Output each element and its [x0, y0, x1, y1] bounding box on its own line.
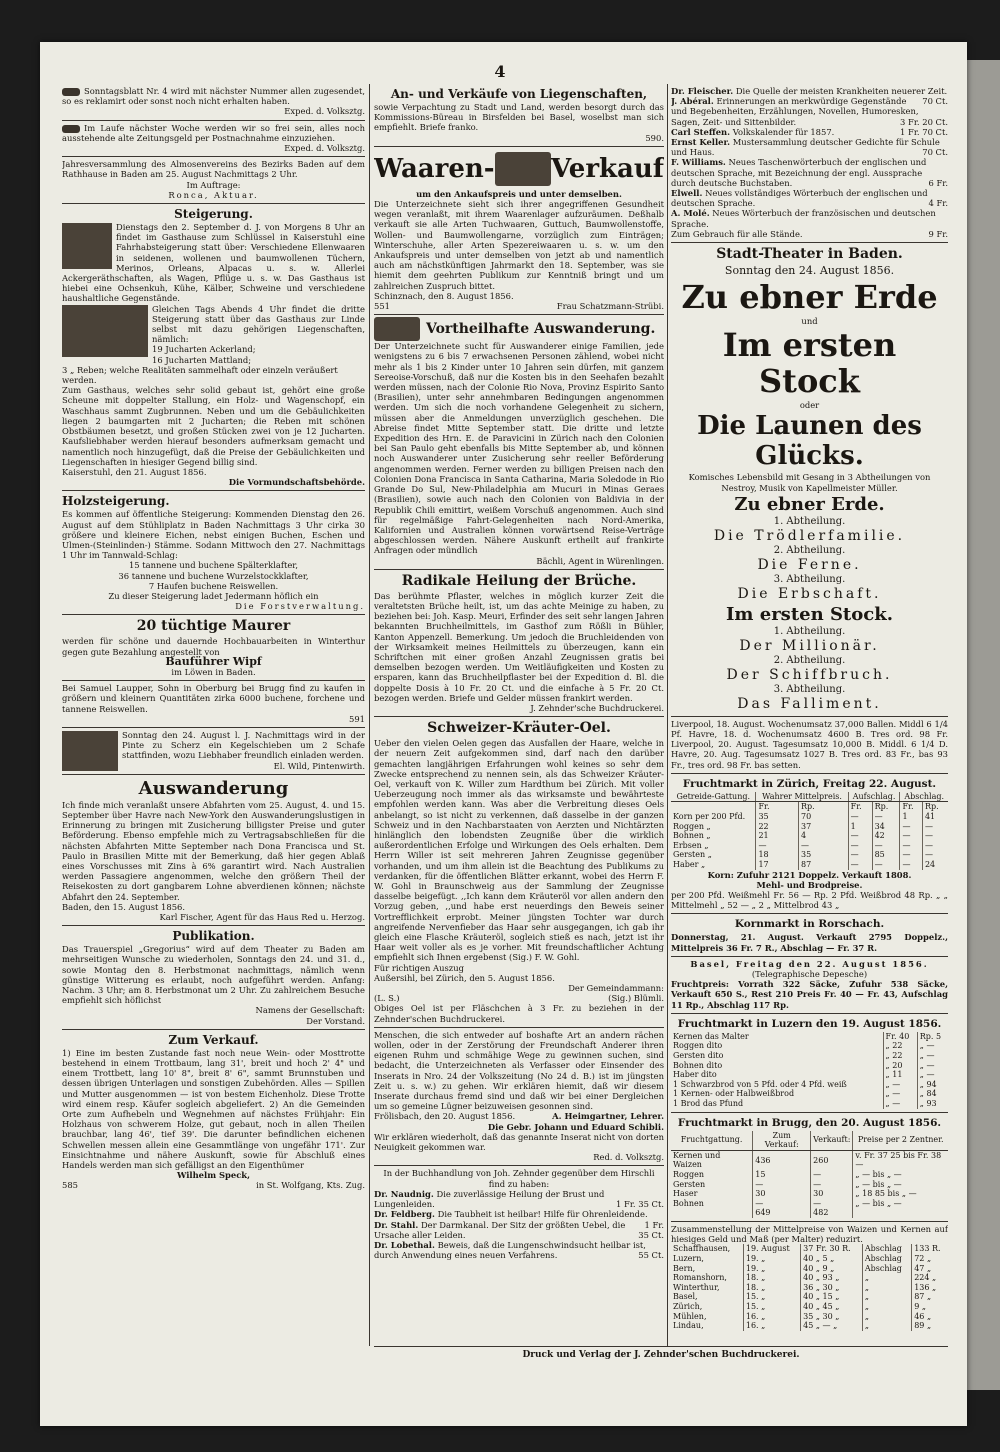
table-row: Erbsen „ — — — — — — — [671, 841, 948, 851]
book-item: F. Williams. Neues Taschenwörterbuch der englischen und deutschen Sprache, mit Bezeichnung der engl. Aussprache durch deutsche Buchstaben. 6 Fr. — [671, 157, 948, 188]
table-row: Bohnen — — „ — bis „ — — [671, 1199, 948, 1209]
market-zurich: Fruchtmarkt in Zürich, Freitag 22. August. Getreide-Gattung. Wahrer Mittelpreis. Aufschlag. Abschlag. Fr. Rp. Fr. Rp. Fr. Rp. Korn per 200 Pfd. 35 70 — — 1 41 Roggen „ 22 37 1 34 — — Bohnen „ 21 4 — 42 — — Erbsen „ — — — — — — Gersten „ 18 35 — 85 — — Haber „ 17 87 — — — 24 Korn: Zufuhr 2121 Doppelz. Verkauft 1808. Mehl- und Brodpreise. per 200 Pfd. Weißmehl Fr. 56 — Rp. 2 Pfd. Weißbrod 48 Rp. „ „ Mittelmehl „ 52 — „ 2 „ Mittelbrod 43 „ — [671, 774, 948, 915]
column-2 — [374, 84, 664, 1346]
table-row: Schaffhausen, 19. August 37 Fr. 30 R. Abschlag 133 R. — [671, 1244, 948, 1254]
table-row: Zürich, 15. „ 40 „ 45 „ „ 9 „ — [671, 1302, 948, 1312]
notice-sonntagsblatt: Sonntagsblatt Nr. 4 wird mit nächster Nummer allen zugesendet, so es reklamirt oder sonst noch nicht erhalten haben. Exped. d. Volksztg. — [62, 84, 365, 121]
book-item: J. Abéral. Erinnerungen an merkwürdige Gegenstände und Begebenheiten, Erzählungen, Novellen, Humoresken, Sagen, Zeit- und Sittenbilder. 3 Fr. 20 Ct. — [671, 96, 948, 127]
book-item: Ernst Keller. Mustersammlung deutscher Gedichte für Schule und Haus. 70 Ct. — [671, 137, 948, 158]
column-rule-2 — [667, 84, 668, 1346]
ad-buchhandlung: In der Buchhandlung von Joh. Zehnder gegenüber dem Hirschli find zu haben: Dr. Naudnig. Die zuverlässige Heilung der Brust und Lungenleiden. 1 Fr. 35 Ct. Dr. Feldberg. Die Taubheit ist heilbar! Hilfe für Ohrenleidende. 1 Fr. Dr. Stahl. Der Darmkanal. Der Sitz der größten Uebel, die Ursache aller Leiden. 35 Ct. Dr. Lobethal. Beweis, daß die Lungenschwindsucht heilbar ist, durch Anwendung eines neuen Verfahrens. 55 Ct. — [374, 1168, 664, 1261]
merchants-illustration — [495, 152, 551, 186]
cotton-markets: Liverpool, 18. August. Wochenumsatz 37,000 Ballen. Middl 6 1/4 Pf. Havre, 18. d. Wochenumsatz 4600 B. Tres ord. 98 Fr. Liverpool, 20. August. Tagesumsatz 10,000 B. Middl. 6 1/4 D. Havre, 20. Aug. Tagesumsatz 1027 B. Tres ord. 83 Fr., bas 93 Fr., tres ord. 98 Fr. bas setten. — [671, 717, 948, 774]
book-list-continued — [671, 84, 948, 243]
brugg-price-table: Fruchtgattung. Zum Verkauf: Verkauft: Preise per 2 Zentner. Kernen und Waizen 436 260 v. Fr. 37 25 bis Fr. 38 — Roggen 15 — „ — bis „ — Gersten — — „ — bis „ — Haser 30 30 „ 18 85 bis „ — Bohnen — — „ — bis „ — 649 482 — [671, 1131, 948, 1218]
market-brugg: Fruchtmarkt in Brugg, den 20. August 1856. Fruchtgattung. Zum Verkauf: Verkauft: Preise per 2 Zentner. Kernen und Waizen 436 260 v. Fr. 37 25 bis Fr. 38 — Roggen 15 — „ — bis „ — Gersten — — „ — bis „ — Haser 30 30 „ 18 85 bis „ — Bohnen — — „ — bis „ — 649 482 — [671, 1113, 948, 1222]
ad-holzsteigerung: Holzsteigerung. Es kommen auf öffentliche Steigerung: Kommenden Dienstag den 26. August auf dem Stühliplatz in Baden Nachmittags 3 Uhr cirka 30 größere und kleinere Eichen, nebst einigen Buchen, Eschen und Ulmen-(Steinlinden-) Stämme. Sodann Mittwoch den 27. Nachmittags 1 Uhr im Tannwald-Schlag: 15 tannene und buchene Spälterklafter, 36 tannene und buchene Wurzelstockklafter, 7 Haufen buchene Reiswellen. Zu dieser Steigerung ladet Jedermann höflich ein Die Forstverwaltung. — [62, 491, 365, 615]
ad-steigerung: Steigerung. Dienstags den 2. September d. J. von Morgens 8 Uhr an findet im Gasthause zum Schlüssel in Kaiserstuhl eine Fahrhabsteigerung statt über: Verschiedene Ellenwaaren in seidenen, wollenen und baumwollenen Tüchern, Merinos, Orleans, Alpacas u. s. w. Allerlei Ackergeräthschaften, als Wagen, Pflüge u. s. w. Das Gasthaus ist hiebei eine Ochsenkuh, Kühe, Kälber, Schweine und verschiedene haushaltliche Gegenstände. Gleichen Tags Abends 4 Uhr findet die dritte Steigerung statt über das Gasthaus zur Linde selbst mit dazu gehörigen Liegenschaften, nämlich: 19 Jucharten Ackerland; 16 Jucharten Mattland; 3 „ Reben; welche Realitäten sammelhaft oder einzeln veräußert werden. Zum Gasthaus, welches sehr solid gebaut ist, gehört eine große Scheune mit doppelter Stallung, ein Holz- und Wagenschopf, ein Waschhaus sammt Zugbrunnen. Neben und um die Gebäulichkeiten liegen 2 baumgarten mit 2 Jucharten; die Reben mit schönen Obstbäumen besetzt, und großen Stücken zwei von je 12 Jucharten. Kaufsliebhaber werden hierauf besonders aufmerksam gemacht und namentlich noch hinzugefügt, daß die Preise der Gebäulichkeiten und Liegenschaften in hiesiger Gegend billig sind. Kaiserstuhl, den 21. August 1856. Die Vormundschaftsbehörde. — [62, 204, 365, 491]
page-number: 4 — [494, 62, 506, 81]
ad-auswanderung: Auswanderung Ich finde mich veranlaßt unsere Abfahrten vom 25. August, 4. und 15. September über Havre nach New-York den Auswanderungslustigen in Erinnerung zu bringen mit Zusicherung billigster Preise und guter Beförderung. Ebenso empfehle mich zu Vertragsabschließen für die nächsten Abfahrten Mitte September nach Dona Francisca und St. Paulo in Brasilien Mitte mit der Bemerkung, daß hier gegen Ablaß eines Vorschusses mit Zins à 6% garantirt wird. Nach Australien werden Passagiere angenommen, welche den größern Theil der Reisekosten zu dort gangbarem Lohne abverdienen können; nächste Abfahrt den 24. September. Baden, den 15. August 1856. Karl Fischer, Agent für das Haus Red u. Herzog. — [62, 775, 365, 926]
book-item: Dr. Stahl. Der Darmkanal. Der Sitz der größten Uebel, die Ursache aller Leiden. 35 Ct. — [374, 1219, 664, 1240]
market-basel: Basel, Freitag den 22. August 1856. (Telegraphische Depesche) Fruchtpreis: Vorrath 322 Säcke, Zufuhr 538 Säcke, Verkauft 650 S., Rest 210 Preis Fr. 40 — Fr. 43, Aufschlag 11 Rp., Abschlag 117 Rp. — [671, 957, 948, 1014]
book-item: Carl Steffen. Volkskalender für 1857. 1 Fr. 70 Ct. — [671, 126, 948, 137]
table-row: Mühlen, 16. „ 35 „ 30 „ „ 46 „ — [671, 1312, 948, 1322]
table-row: Korn per 200 Pfd. 35 70 — — 1 41 — [671, 812, 948, 822]
imprint-footer: Druck und Verlag der J. Zehnder'schen Buchdruckerei. — [374, 1346, 948, 1360]
table-row: Gersten — — „ — bis „ — — [671, 1180, 948, 1190]
book-item: Dr. Lobethal. Beweis, daß die Lungenschwindsucht heilbar ist, durch Anwendung eines neuen Verfahrens. 55 Ct. — [374, 1239, 664, 1261]
book-item: Dr. Feldberg. Die Taubheit ist heilbar! Hilfe für Ohrenleidende. 1 Fr. — [374, 1209, 664, 1230]
zurich-price-table: Getreide-Gattung. Wahrer Mittelpreis. Aufschlag. Abschlag. Fr. Rp. Fr. Rp. Fr. Rp. Korn per 200 Pfd. 35 70 — — 1 41 Roggen „ 22 37 1 34 — — Bohnen „ 21 4 — 42 — — Erbsen „ — — — — — — Gersten „ 18 35 — 85 — — Haber „ 17 87 — — — 24 — [671, 792, 948, 870]
ad-liegenschaften: An- und Verkäufe von Liegenschaften, sowie Verpachtung zu Stadt und Land, werden besorgt durch das Kommissions-Büreau in Birsfelden bei Basel, woselbst man sich empfiehlt. Briefe franko. 590. — [374, 84, 664, 147]
table-row: Romanshorn, 18. „ 40 „ 93 „ „ 224 „ — [671, 1273, 948, 1283]
ad-stadt-theater: Stadt-Theater in Baden. Sonntag den 24. August 1856. Zu ebner Erde und Im ersten Stock oder Die Launen des Glücks. Komisches Lebensbild mit Gesang in 3 Abtheilungen von Nestroy, Musik von Kapellmeister Müller. Zu ebner Erde. 1. Abtheilung. Die Trödlerfamilie. 2. Abtheilung. Die Ferne. 3. Abtheilung. Die Erbschaft. Im ersten Stock. 1. Abtheilung. Der Millionär. 2. Abtheilung. Der Schiffbruch. 3. Abtheilung. Das Falliment. — [671, 243, 948, 717]
ad-radikale-heilung: Radikale Heilung der Brüche. Das berühmte Pflaster, welches in möglich kurzer Zeit die veraltetsten Brüche heilt, ist, um das achte Meinige zu haben, zu beziehen bei: Joh. Kasp. Meuri, Erfinder des seit sehr langen Jahren bekannten Bruchheilmittels, im Gasthof zum Rößli in Bühler, Kanton Appenzell. Bemerkung. Um jedoch die Bruchleidenden von der Wirksamkeit meines Heilmittels zu überzeugen, kann ein Schriftchen mit einer großen Anzahl Zeugnissen gratis bei demselben bezogen werden. Um Weitläufigkeiten und Kosten zu ersparen, kann das Bruchheilpflaster bei der Expedition d. Bl. die doppelte Dosis à 10 Fr. 20 Ct. und die einfache à 5 Fr. 20 Ct. bezogen werden. Briefe und Gelder müssen frankirt werden. J. Zehnder'sche Buchdruckerei. — [374, 570, 664, 717]
ad-publikation: Publikation. Das Trauerspiel „Gregorius“ wird auf dem Theater zu Baden am mehrseitigen Wunsche zu wiederholen, Sonntags den 24. und 31. d., sowie Montag den 8. Herbstmonat nachmittags, nämlich wenn günstige Witterung es erlaubt, noch aufgeführt werden. Anfang: Nachm. 3 Uhr; am 8. Herbstmonat um 2 Uhr. Zu zahlreichem Besuche empfiehlt sich höflichst Namens der Gesellschaft: Der Vorstand. — [62, 926, 365, 1030]
auction-illustration — [62, 223, 112, 269]
market-rorschach: Kornmarkt in Rorschach. Donnerstag, 21. August. Verkauft 2795 Doppelz., Mittelpreis 36 Fr. 7 R., Abschlag — Fr. 37 R. — [671, 914, 948, 956]
table-row: Kernen das Malter Fr. 40 Rp. 5 — [671, 1032, 948, 1042]
page-edge — [967, 60, 1000, 1390]
ad-kegelschieben: Sonntag den 24. August l. J. Nachmittags wird in der Pinte zu Scherz ein Kegelschieben um 2 Schafe stattfinden, wozu Liebhaber freundlich einladen werden. El. Wild, Pintenwirth. — [62, 728, 365, 775]
notice-almosenverein: Jahresversammlung des Almosenvereins des Bezirks Baden auf dem Rathhause in Baden am 25. August Nachmittags 2 Uhr. Im Auftrage: Ronca, Aktuar. — [62, 157, 365, 204]
table-row: Bohnen „ 21 4 — 42 — — — [671, 831, 948, 841]
table-row: Winterthur, 18. „ 36 „ 30 „ „ 136 „ — [671, 1283, 948, 1293]
ad-laupper: Bei Samuel Laupper, Sohn in Oberburg bei Brugg find zu kaufen in größern und kleinern Quantitäten zirka 6000 buchene, forchene und tannene Reiswellen. 591 — [62, 681, 365, 728]
table-row: Gersten „ 18 35 — 85 — — — [671, 850, 948, 860]
table-row: 1 Kernen- oder Halbweißbrod „ — „ 84 — [671, 1089, 948, 1099]
book-item: Elwell. Neues vollständiges Wörterbuch der englischen und deutschen Sprache. 4 Fr. — [671, 188, 948, 209]
book-item: Dr. Naudnig. Die zuverlässige Heilung der Brust und Lungenleiden. 1 Fr. 35 Ct. — [374, 1188, 664, 1210]
table-row: Kernen und Waizen 436 260 v. Fr. 37 25 bis Fr. 38 — — [671, 1150, 948, 1170]
mittelpreise: Zusammenstellung der Mittelpreise von Waizen und Kernen auf hiesiges Geld und Maß (per Malter) reduzirt. Schaffhausen, 19. August 37 Fr. 30 R. Abschlag 133 R. Luzern, 19. „ 40 „ 5 „ Abschlag 72 „ Bern, 19. „ 40 „ 9 „ Abschlag 47 „ Romanshorn, 18. „ 40 „ 93 „ „ 224 „ Winterthur, 18. „ 36 „ 30 „ „ 136 „ Basel, 15. „ 40 „ 15 „ „ 87 „ Zürich, 15. „ 40 „ 45 „ „ 9 „ Mühlen, 16. „ 35 „ 30 „ „ 46 „ Lindau, 16. „ 45 „ — „ „ 89 „ — [671, 1223, 948, 1331]
market-luzern: Fruchtmarkt in Luzern den 19. August 1856. Kernen das Malter Fr. 40 Rp. 5 Roggen dito „ 22 „ — Gersten dito „ 22 „ — Bohnen dito „ 20 „ — Haber dito „ 11 „ — 1 Schwarzbrod von 5 Pfd. oder 4 Pfd. weiß „ — „ 94 1 Kernen- oder Halbweißbrod „ — „ 84 1 Brod das Pfund „ — „ 93 — [671, 1014, 948, 1113]
table-row: 1 Schwarzbrod von 5 Pfd. oder 4 Pfd. weiß „ — „ 94 — [671, 1080, 948, 1090]
column-3 — [671, 84, 948, 1346]
column-1 — [62, 84, 365, 1346]
table-row: Basel, 15. „ 40 „ 15 „ „ 87 „ — [671, 1292, 948, 1302]
table-row: Bern, 19. „ 40 „ 9 „ Abschlag 47 „ — [671, 1264, 948, 1274]
ad-title: Steigerung. — [174, 207, 253, 222]
pointing-hand-icon — [62, 125, 80, 133]
table-row: 1 Brod das Pfund „ — „ 93 — [671, 1099, 948, 1109]
ad-waaren-verkauf: Waaren- Verkauf um den Ankaufspreis und unter demselben. Die Unterzeichnete sieht sich ihrer angegriffenen Gesundheit wegen veranlaßt, mit ihrem Waarenlager aufzuräumen. Deßhalb verkauft sie alle Arten Tuchwaaren, Guttuch, Baumwollenstoffe, Wollen- und Baumwollengarne, vorzüglich zum Einträgen; Winterschuhe, aller Arten Spezereiwaaren u. s. w. um den Ankaufspreis und unter demselben von jetzt ab und namentlich auch am nächstkünftigen Jahrmarkt den 18. September, was sie hiemit dem geehrten Publikum zur Kenntniß bringt und um zahlreichen Zuspruch bittet. Schinznach, den 8. August 1856. 551 Frau Schatzmann-Strübi. — [374, 147, 664, 315]
luzern-price-table — [671, 1032, 948, 1109]
ship-illustration — [374, 317, 420, 341]
table-row: Haber dito „ 11 „ — — [671, 1070, 948, 1080]
table-row: Roggen „ 22 37 1 34 — — — [671, 822, 948, 832]
inn-building-illustration — [62, 305, 148, 357]
table-row: Lindau, 16. „ 45 „ — „ „ 89 „ — [671, 1321, 948, 1331]
notice-zeitungsgeld: Im Laufe nächster Woche werden wir so frei sein, alles noch ausstehende alte Zeitungsgeld per Postnachnahme einzuziehen. Exped. d. Volksztg. — [62, 121, 365, 158]
column-rule-1 — [369, 84, 370, 1346]
table-row: Bohnen dito „ 20 „ — — [671, 1061, 948, 1071]
ad-vortheilhafte-auswanderung: Vortheilhafte Auswanderung. Der Unterzeichnete sucht für Auswanderer einige Familien, jede wenigstens zu 6 bis 7 erwachsenen Personen zählend, wobei nicht mehr als 1 bis 2 Kinder unter 10 Jahren sein dürfen, mit ganzem Sereoise-Vorschuß, daß nur die Kosten bis in den Seehafen bezahlt werden müssen, nach der Colonie Rio Nova, Provinz Espirito Santo (Brasilien), unter sehr annehmbaren Bedingungen angenommen werden. Um sich die noch vorhandene Gelegenheit zu sichern, müssen aber die Anmeldungen unverzüglich geschehen. Die Abreise findet Mitte September statt. Die dritte und letzte Expedition des Hrn. E. de Paravicini in Zürich nach den Colonien bei San Paulo geht ebenfalls bis Mitte September ab, und können noch Auswanderer unter Zusicherung sehr reeller Beförderung angenommen werden. Ferner werden zu billigen Preisen nach den Colonien Dona Francisca in Santa Catharina, Maria Soledode in Rio Grande Do Sul, New-Philadelphia am Mucuri in Minas Geraes (Brasilien), sowie auch nach den Colonien von Baldivia in der Republik Chili emittirt, weißem Vorschuß angenommen. Auch sind für regelmäßige Fahrt-Gelegenheiten nach Nord-Amerika, Kalifornien und Australien können vorwärtsend Reise-Verträge abgeschlossen werden. Nähere Auskunft ertheilt auf frankirte Anfragen oder mündlich Bächli, Agent in Würenlingen. — [374, 315, 664, 569]
table-row: Roggen dito „ 22 „ — — [671, 1041, 948, 1051]
book-item: Zum Gebrauch für alle Stände. 9 Fr. — [671, 228, 948, 239]
ad-kraeuter-oel: Schweizer-Kräuter-Oel. Ueber den vielen Oelen gegen das Ausfallen der Haare, welche in der neuern Zeit aufgekommen sind, darf nach den darüber gemachten langjährigen Erfahrungen wohl keines so sehr dem Zwecke entsprechend zu nennen sein, als das Schweizer Kräuter-Oel, verkauft von K. Willer zum Hardthum bei Zürich. Mit voller Ueberzeugung noch immer als das wirksamste und bewährteste empfohlen werden kann. Was aber die Verbreitung dieses Oels anbelangt, so ist nicht zu verkennen, daß dasselbe in der ganzen Schweiz und in den Nachbarstaaten von Aerzten und Nichtärzten hinlänglich den lobendsten Zeugniße über die wirklich außerordentlichen Erfolge und Wirkungen des Oels erhalten. Dem Herrn Willer ist seit mehreren Jahren Zeugnisse gegenüber vorhanden, und um ihm allein ist die Beachtung des Publikums zu verdanken, für die öffentlichen Blätter erkannt, wobei des Herrn F. W. Gohl in Braunschweig aus der Sammlung der Zeugnisse dasselbe beigefügt. ,,Ich kann dem Kräuteröl vor allen andern den Vorzug geben, ,,und habe erst neuerdings den Beweis seiner Vortrefflichkeit erprobt. Meiner jüngsten Tochter war durch angreifende Nervenfieber das Haar sehr ausgegangen, ich gab ihr gleich eine Flasche Kräuteröl, sogleich stieß es nach, jetzt ist ihr Haar weit voller als es je vorher. Mit freundschaftlicher Achtung empfiehlt sich Ihnen ergebenst (Sig.) F. W. Gohl. Für richtigen Auszug Außersihl, bei Zürich, den 5. August 1856. Der Gemeindammann: (L. S.) (Sig.) Blümli. Obiges Oel ist per Fläschchen à 3 Fr. zu beziehen in der Zehnder'schen Buchdruckerei. — [374, 717, 664, 1028]
pointing-hand-icon — [62, 88, 80, 96]
ad-erklaerung: Menschen, die sich entweder auf boshafte Art an andern rächen wollen, oder in der Zerstörung der Freundschaft Anderer ihren eigenen Ruhm und schmähige Wege zu gewinnen suchen, sind bedacht, die Unterzeichneten als Verfasser oder Einsender des Inserats in Nro. 24 der Volkszeitung (No 24 d. B.) ist im jüngsten Zeit u. s. w.) zu gehen. Wir erklären hiemit, daß wir diesem Inserate durchaus fremd sind und daß wir bei einer Dergleichen um so gemeine Lügner beizuweisen gesonnen sind. Frölisbach, den 20. August 1856. A. Heimgartner, Lehrer. Die Gebr. Johann und Eduard Schibli. Wir erklären wiederholt, daß das genannte Inserat nicht von dorten Neuigkeit gekommen war. Red. d. Volksztg. — [374, 1028, 664, 1167]
ad-zum-verkauf: Zum Verkauf. 1) Eine im besten Zustande fast noch neue Wein- oder Mosttrotte bestehend in einem Trottbaum, lang 31', breit und hoch 2' 4" und einem Trottbett, lang 10' 8", breit 8' 6", sammt Brunnstuben und dessen übrigen Unterlagen und sonstigen Zubehörden. Alles — Spillen und Mutter ausgenommen — ist von bestem Eichenholz. Diese Trotte wird einem resp. Käufer sogleich abgeliefert. 2) An die Gemeinden Orte zum Aufhebeln und Wegnehmen auf nächstes Frühjahr: Ein Holzhaus von schwerem Holze, gut gebaut, noch in allen Theilen brauchbar, lang 46', tief 39'. Die darunter befindlichen eichenen Schwellen messen allein eine Gesammtlänge von ungefähr 171'. Zur Einsichtnahme und nähere Auskunft, sowie für Abschluß eines Handels werden man sich gefälligst an den Eigenthümer Wilhelm Speck, 585 in St. Wolfgang, Kts. Zug. — [62, 1032, 365, 1191]
table-row: Roggen 15 — „ — bis „ — — [671, 1170, 948, 1180]
ad-maurer: 20 tüchtige Maurer werden für schöne und dauernde Hochbauarbeiten in Winterthur gegen gute Bezahlung angestellt von Bauführer Wipf im Löwen in Baden. — [62, 615, 365, 681]
mittelpreise-table — [671, 1244, 948, 1330]
book-item: Dr. Fleischer. Die Quelle der meisten Krankheiten neuerer Zeit. 70 Ct. — [671, 86, 948, 107]
book-item: A. Molé. Neues Wörterbuch der französischen und deutschen Sprache. — [671, 208, 936, 229]
table-row: Luzern, 19. „ 40 „ 5 „ Abschlag 72 „ — [671, 1254, 948, 1264]
table-row: Haser 30 30 „ 18 85 bis „ — — [671, 1189, 948, 1199]
table-row-totals: 649 482 — [671, 1208, 948, 1218]
table-row: Gersten dito „ 22 „ — — [671, 1051, 948, 1061]
table-row: Haber „ 17 87 — — — 24 — [671, 860, 948, 870]
bowling-illustration — [62, 731, 118, 771]
